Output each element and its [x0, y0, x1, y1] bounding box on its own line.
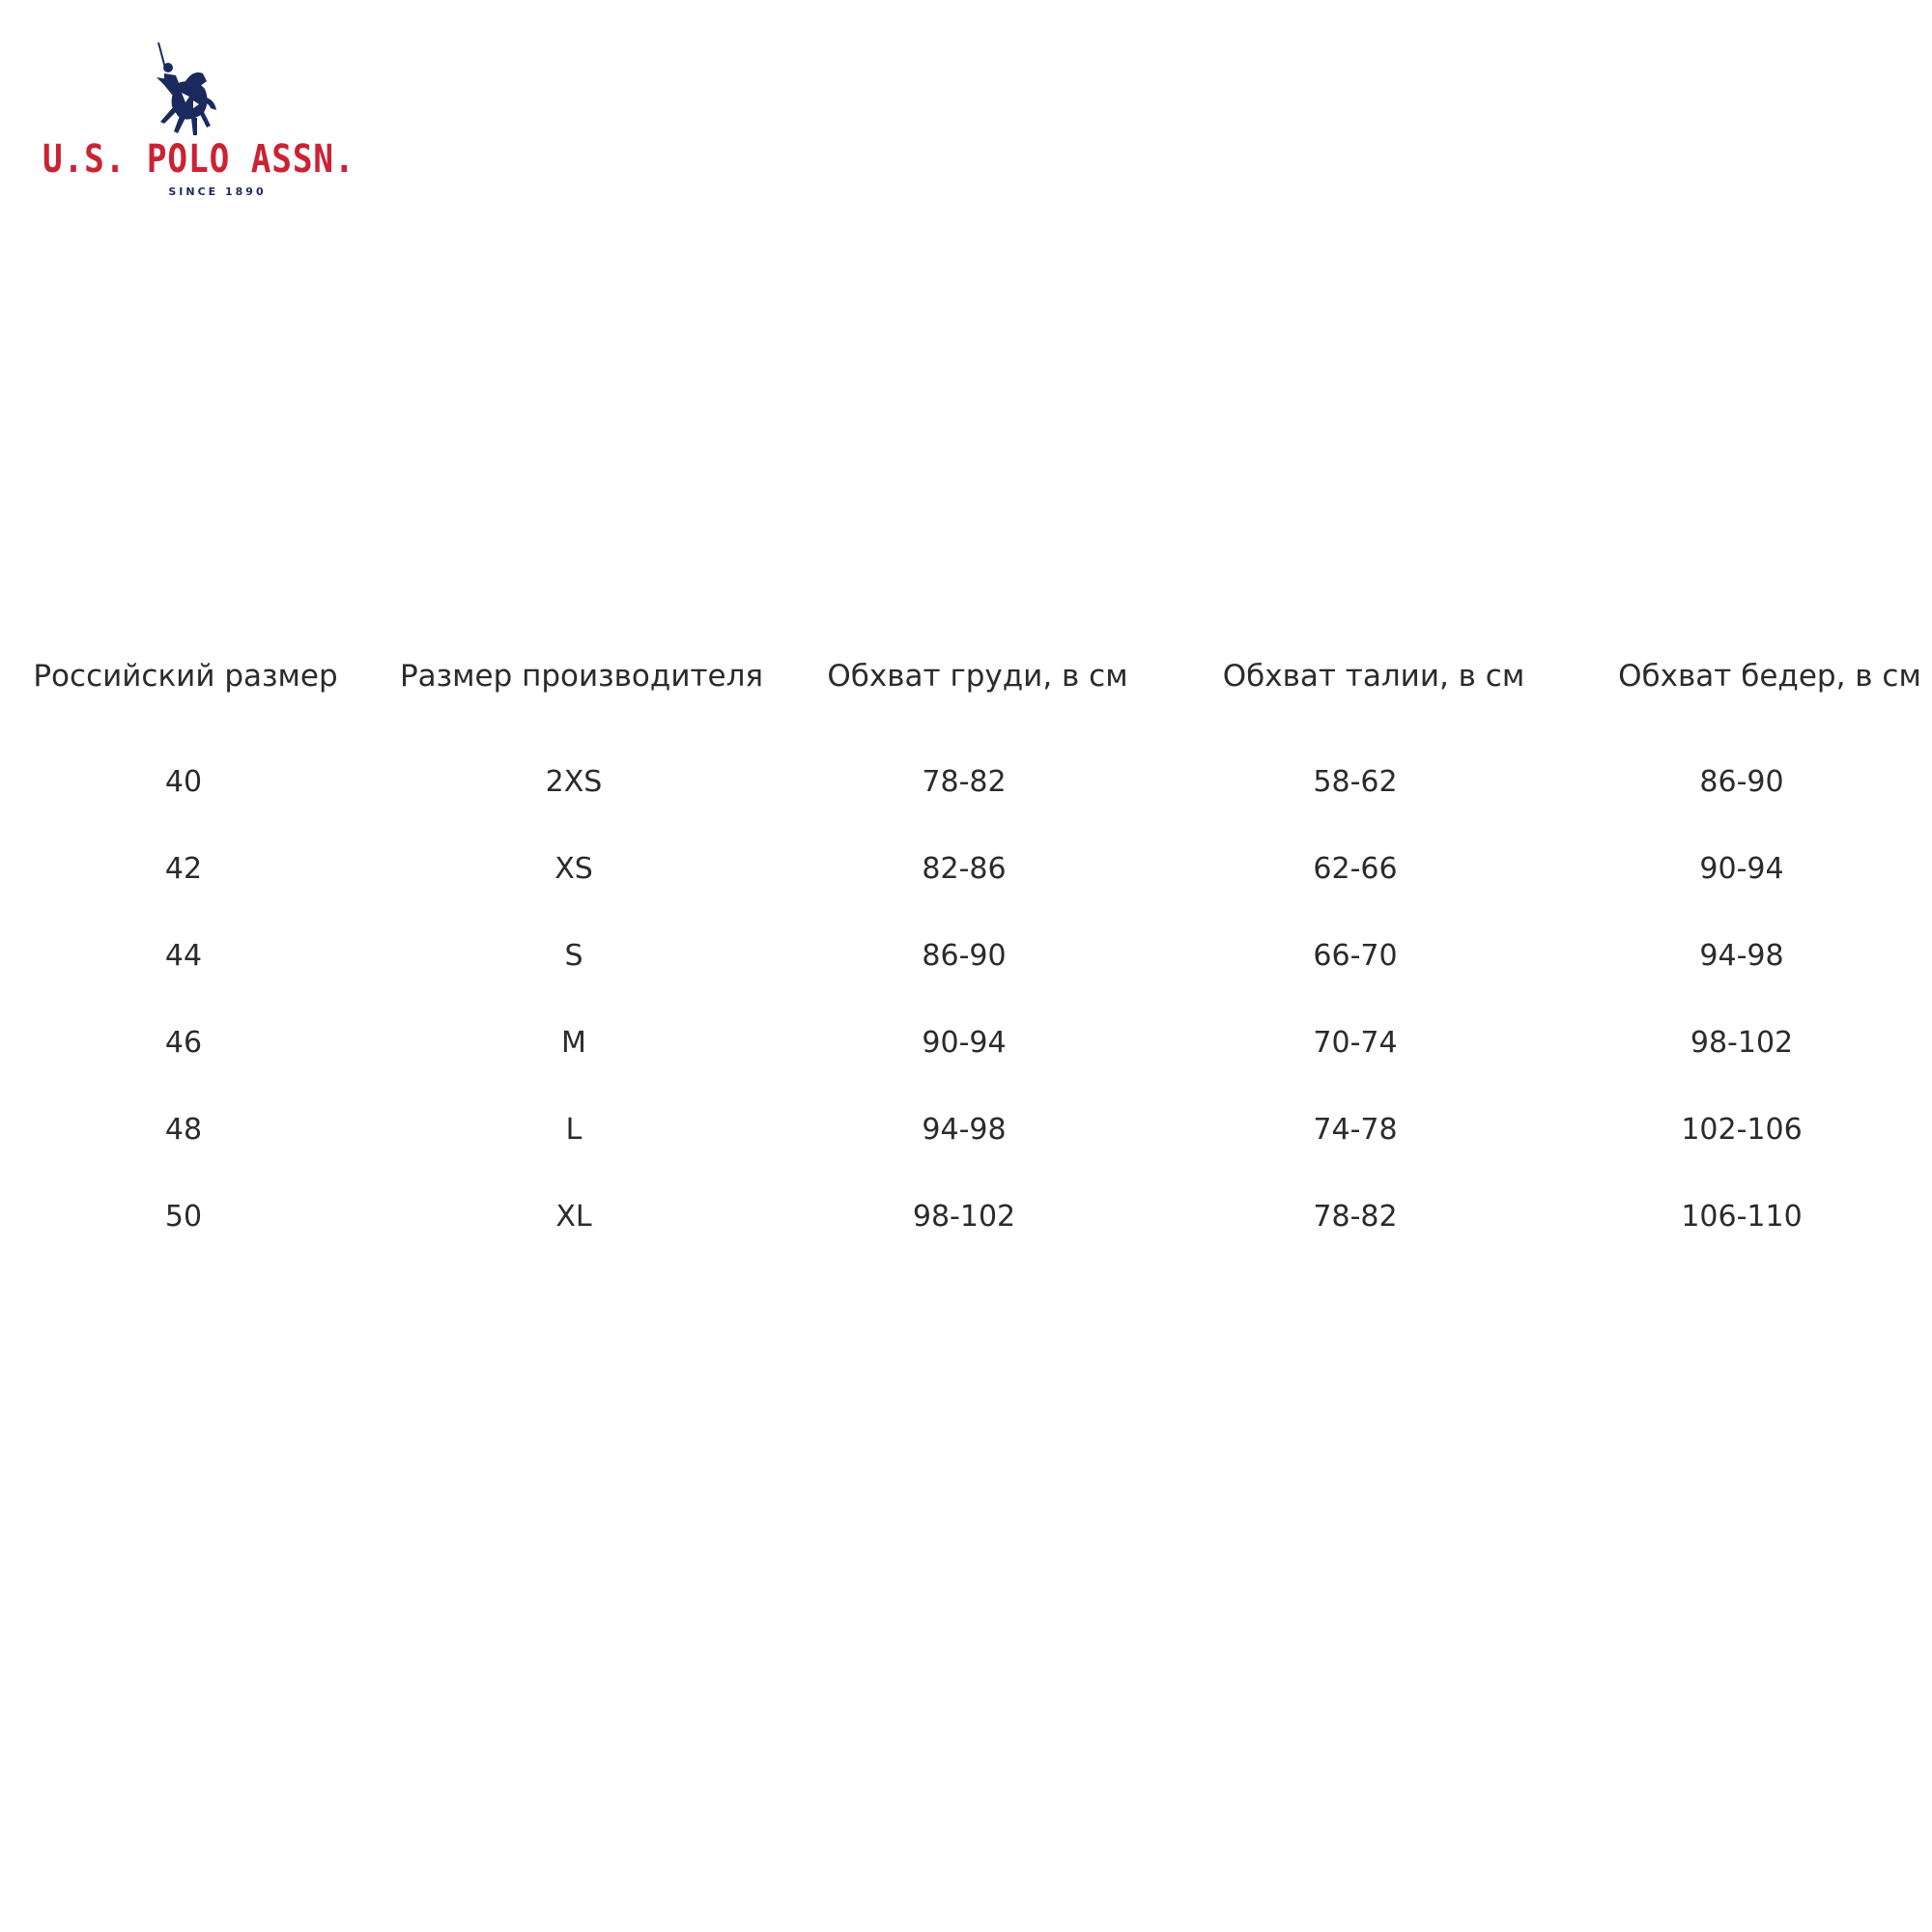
cell-hips: 94-98	[1699, 939, 1784, 973]
cell-waist: 58-62	[1313, 765, 1398, 799]
table-body	[0, 763, 1932, 1285]
table-row	[0, 763, 1932, 850]
table-row	[0, 1024, 1932, 1111]
cell-manufacturer-size: L	[565, 1113, 582, 1147]
header-chest: Обхват груди, в см	[827, 659, 1128, 694]
header-waist: Обхват талии, в см	[1222, 659, 1525, 694]
cell-manufacturer-size: S	[564, 939, 583, 973]
brand-wordmark: U.S. POLO ASSN.	[43, 137, 355, 182]
cell-manufacturer-size: XS	[554, 852, 593, 886]
size-chart-table	[0, 657, 1932, 1285]
cell-waist: 78-82	[1313, 1200, 1398, 1234]
cell-manufacturer-size: M	[561, 1026, 586, 1060]
header-hips: Обхват бедер, в см	[1618, 659, 1921, 694]
table-row	[0, 1198, 1932, 1285]
header-manufacturer-size: Размер производителя	[399, 659, 764, 694]
cell-hips: 98-102	[1690, 1026, 1794, 1060]
cell-russian-size: 42	[164, 852, 203, 886]
cell-russian-size: 50	[164, 1200, 203, 1234]
brand-tagline: SINCE 1890	[168, 185, 267, 198]
cell-russian-size: 48	[164, 1113, 203, 1147]
cell-russian-size: 44	[164, 939, 203, 973]
cell-chest: 82-86	[922, 852, 1007, 886]
cell-hips: 106-110	[1681, 1200, 1803, 1234]
brand-logo	[41, 39, 355, 203]
cell-chest: 98-102	[912, 1200, 1016, 1234]
polo-player-icon	[41, 39, 321, 145]
table-row	[0, 1111, 1932, 1198]
table-row	[0, 937, 1932, 1024]
cell-manufacturer-size: 2XS	[545, 765, 603, 799]
cell-russian-size: 46	[164, 1026, 203, 1060]
cell-hips: 90-94	[1699, 852, 1784, 886]
header-russian-size: Российский размер	[33, 659, 338, 694]
cell-waist: 66-70	[1313, 939, 1398, 973]
cell-chest: 86-90	[922, 939, 1007, 973]
cell-waist: 62-66	[1313, 852, 1398, 886]
cell-waist: 74-78	[1313, 1113, 1398, 1147]
cell-hips: 86-90	[1699, 765, 1784, 799]
cell-chest: 90-94	[922, 1026, 1007, 1060]
cell-chest: 78-82	[922, 765, 1007, 799]
cell-chest: 94-98	[922, 1113, 1007, 1147]
table-header-row	[0, 657, 1932, 763]
cell-manufacturer-size: XL	[555, 1200, 592, 1234]
table-row	[0, 850, 1932, 937]
cell-waist: 70-74	[1313, 1026, 1398, 1060]
cell-russian-size: 40	[164, 765, 203, 799]
cell-hips: 102-106	[1681, 1113, 1803, 1147]
